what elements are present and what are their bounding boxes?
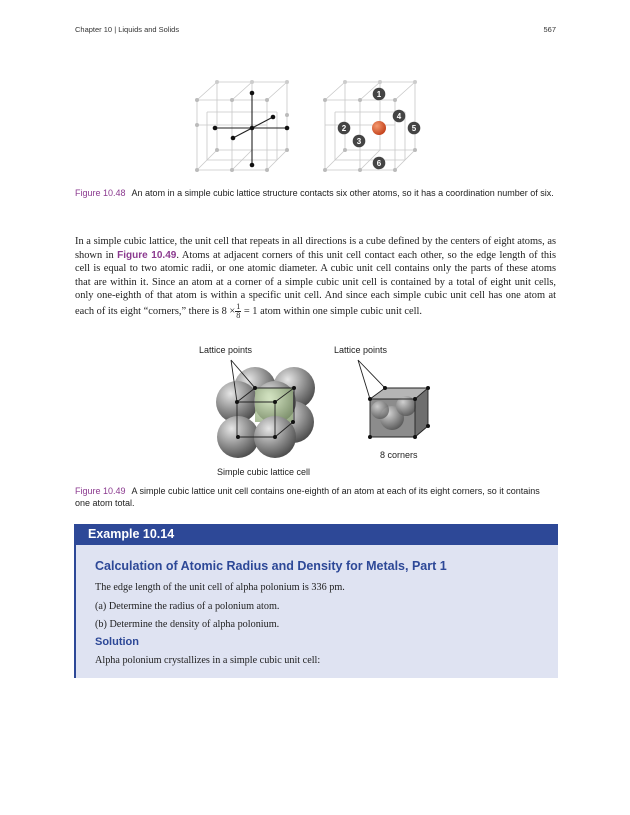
badge-5: 5 <box>411 124 417 133</box>
badge-6: 6 <box>376 159 382 168</box>
sublabel-simple-cubic: Simple cubic lattice cell <box>217 467 311 477</box>
example-given: The edge length of the unit cell of alpha polonium is 336 pm. <box>95 582 345 593</box>
caption-text: A simple cubic lattice unit cell contains one-eighth of an atom at each of its eight corners, so it contains one atom total. <box>75 486 540 508</box>
center-atom <box>372 121 386 135</box>
badge-3: 3 <box>356 137 362 146</box>
caption-text: An atom in a simple cubic lattice structure contacts six other atoms, so it has a coordination number of six. <box>131 188 554 198</box>
figure-10-48-lattice-diagram <box>185 75 445 180</box>
paragraph-text: In a simple cubic lattice, the unit cell that repeats in all directions is a cube defined by the centers of eight atoms, as shown in <box>75 236 556 261</box>
example-box <box>74 524 558 678</box>
figure-10-49-unit-cell-diagram <box>195 340 445 480</box>
paragraph-text: atom within one simple cubic unit cell. <box>257 305 422 317</box>
badge-1: 1 <box>376 90 382 99</box>
math-expression: 8 × $\frac{1}{8}$ = 1 <box>221 301 258 320</box>
badge-4: 4 <box>396 112 402 121</box>
sphere-cluster <box>216 367 315 458</box>
example-header: Example 10.14 <box>76 524 558 545</box>
example-part-b: (b) Determine the density of alpha polonium. <box>95 619 280 630</box>
running-header-chapter: Chapter 10 | Liquids and Solids <box>75 25 180 34</box>
figure-10-49-caption <box>75 486 555 509</box>
example-title: Calculation of Atomic Radius and Density for Metals, Part 1 <box>95 559 447 573</box>
figure-10-49-link[interactable]: Figure 10.49 <box>117 249 177 261</box>
solution-heading: Solution <box>95 636 139 648</box>
label-lattice-points-right: Lattice points <box>334 345 388 355</box>
figure-label: Figure 10.48 <box>75 188 126 198</box>
page-number: 567 <box>543 25 556 34</box>
badge-2: 2 <box>341 124 347 133</box>
sublabel-8-corners: 8 corners <box>380 450 418 460</box>
label-lattice-points-left: Lattice points <box>199 345 253 355</box>
fraction: $\frac{1}{8}$ <box>236 301 241 320</box>
paragraph-text: . Atoms at adjacent corners of this unit cell contact each other, so the edge length of this cell is equal to two atomic radii, or one atomic diameter. A cubic unit cell contains only the parts of these atoms that are within it. Since an atom at a corner of a simple cubic unit cell is contained by a total of eight unit cells, only one-eighth of that atom is within a specific unit cell. And since each simple cubic unit cell has one atom at each of its eight “corners,” there is <box>75 249 556 317</box>
body-paragraph <box>75 235 556 320</box>
figure-label: Figure 10.49 <box>75 486 126 496</box>
figure-10-48-caption <box>75 188 555 200</box>
example-part-a: (a) Determine the radius of a polonium atom. <box>95 601 280 612</box>
lattice-left <box>197 82 287 170</box>
solution-text: Alpha polonium crystallizes in a simple cubic unit cell: <box>95 655 321 666</box>
